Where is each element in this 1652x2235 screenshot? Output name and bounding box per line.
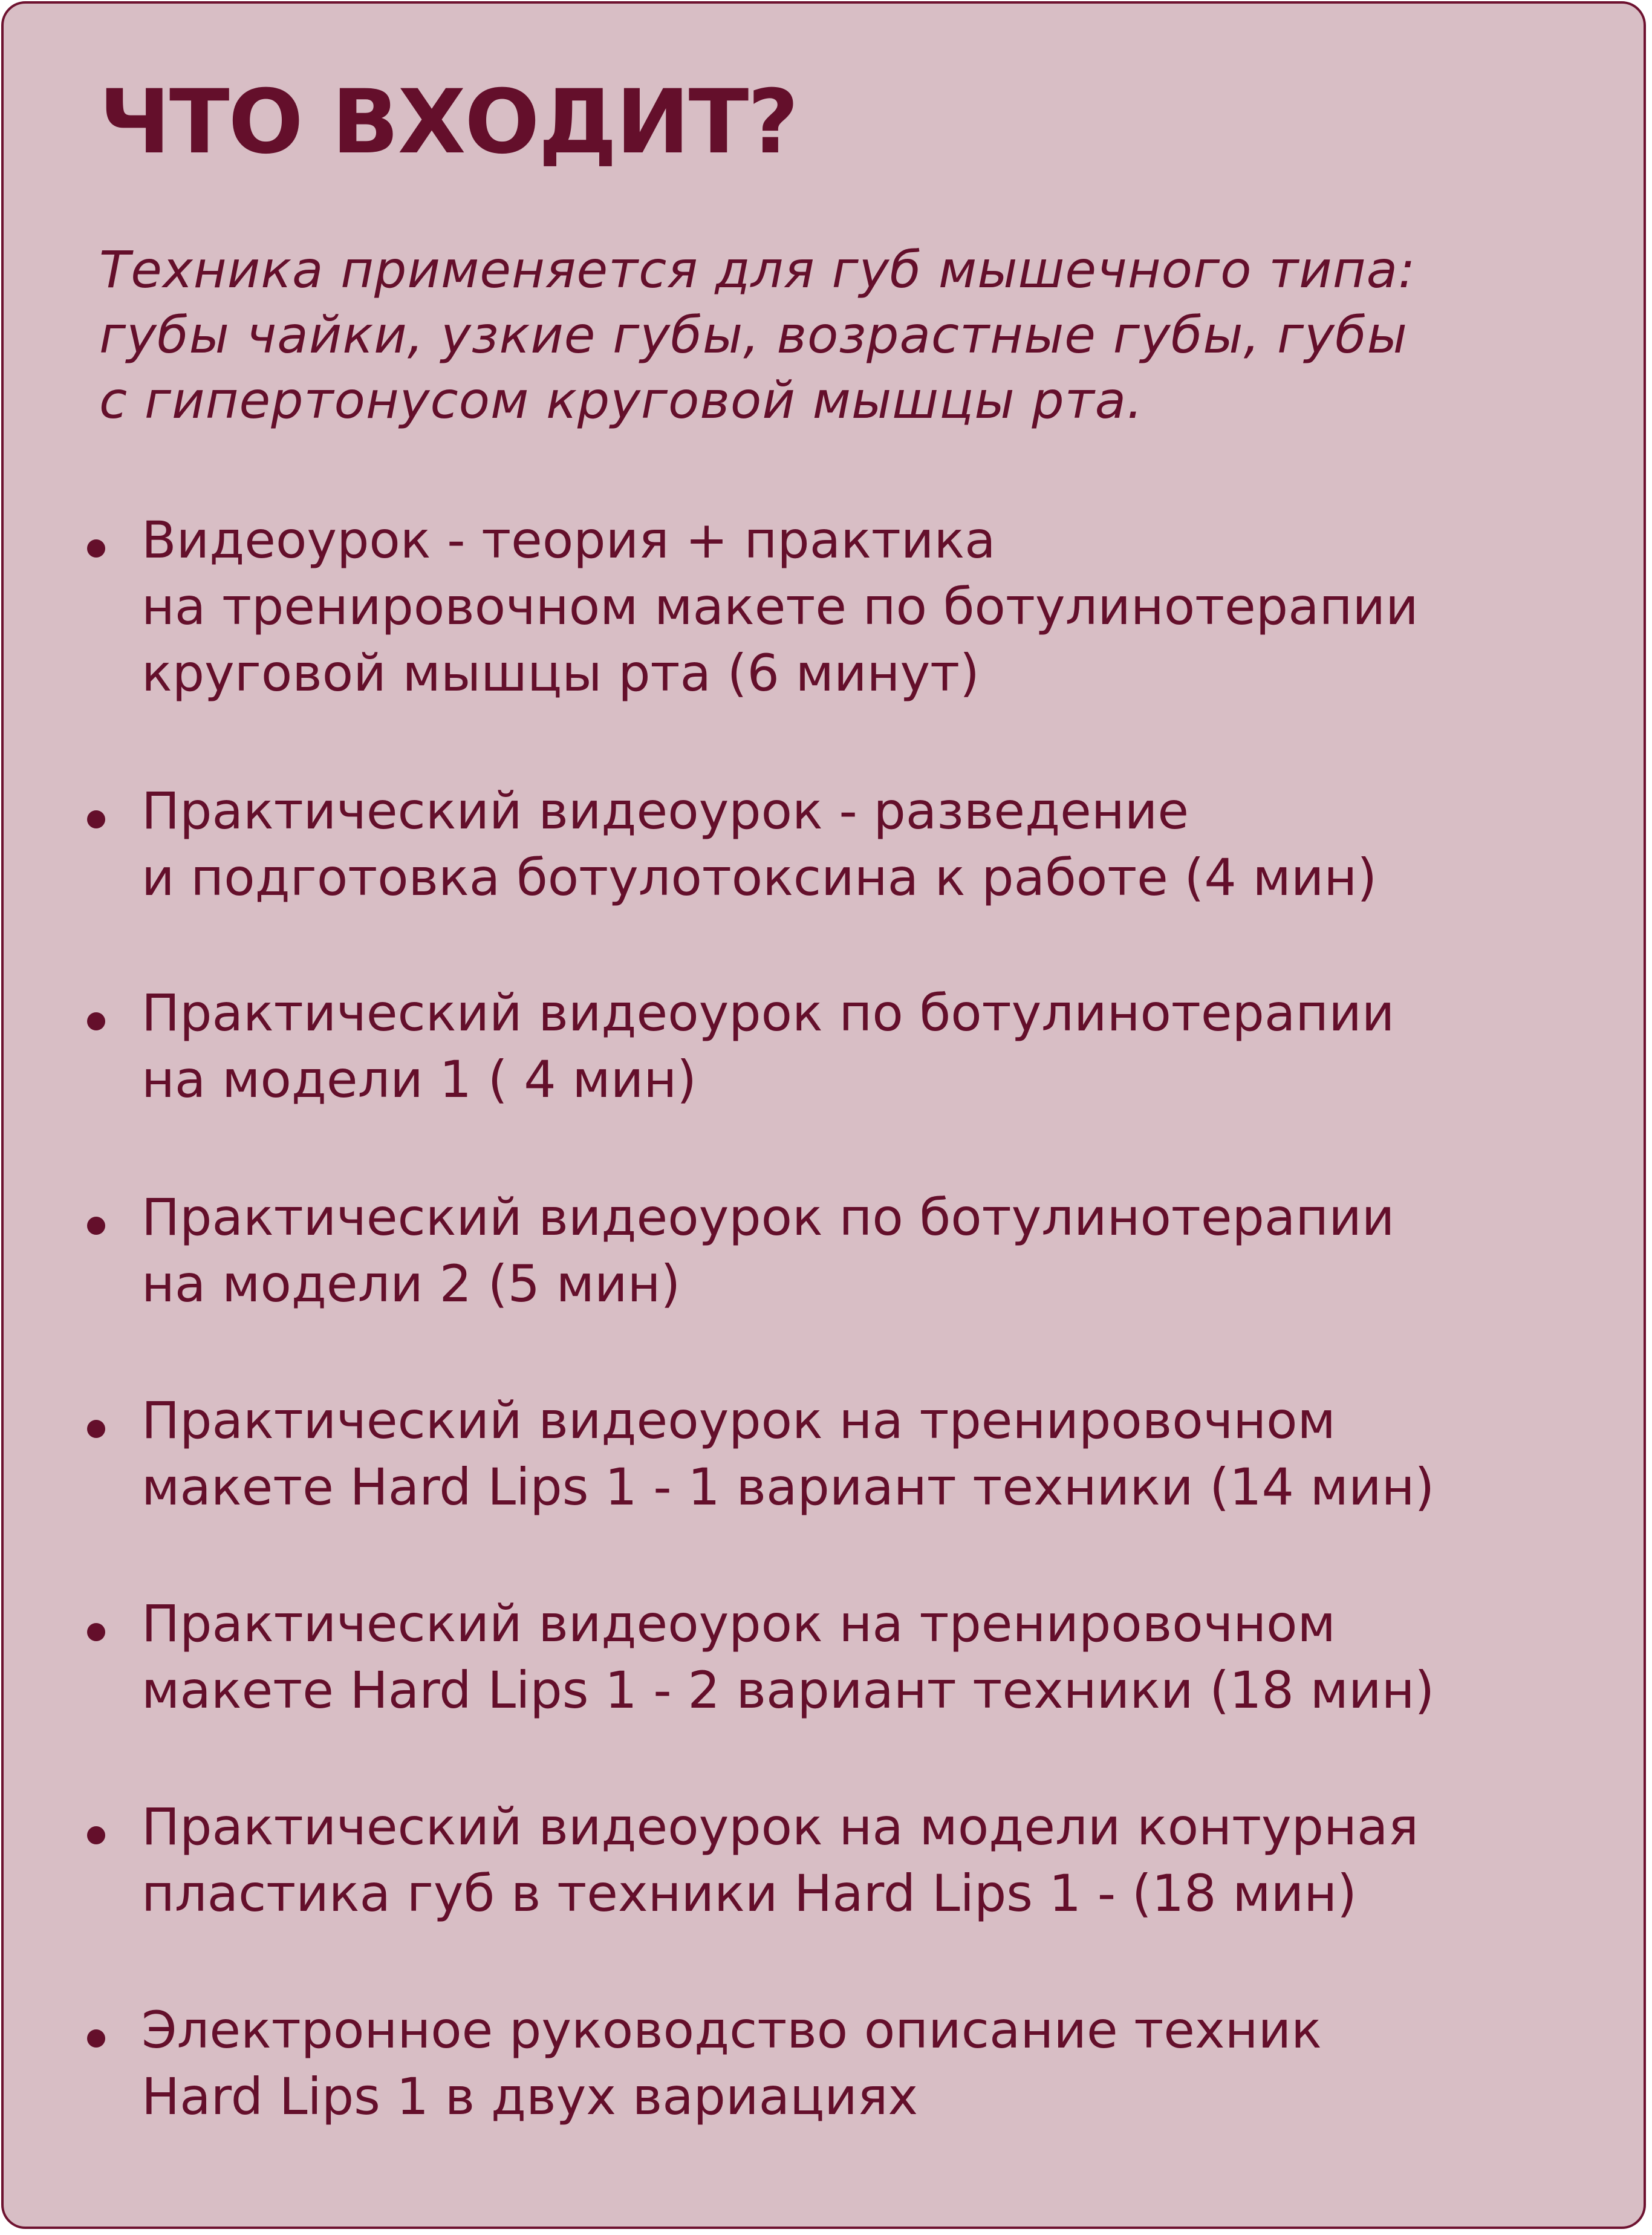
bullet-dot-icon bbox=[87, 1420, 105, 1438]
feature-line: Hard Lips 1 в двух вариациях bbox=[141, 2067, 919, 2126]
bullet-dot-icon bbox=[87, 1217, 105, 1235]
feature-line: макете Hard Lips 1 - 1 вариант техники (14 мин) bbox=[141, 1457, 1435, 1517]
bullet-dot-icon bbox=[87, 2029, 105, 2048]
feature-line: Практический видеоурок на модели контурная bbox=[141, 1797, 1419, 1856]
feature-line: Практический видеоурок по ботулинотерапии bbox=[141, 1188, 1395, 1247]
feature-line: Практический видеоурок по ботулинотерапии bbox=[141, 983, 1395, 1043]
feature-line: на модели 2 (5 мин) bbox=[141, 1254, 681, 1313]
intro-line: с гипертонусом круговой мышцы рта. bbox=[99, 371, 1143, 430]
bullet-dot-icon bbox=[87, 810, 105, 828]
intro-line: губы чайки, узкие губы, возрастные губы, губы bbox=[99, 305, 1408, 365]
feature-line: круговой мышцы рта (6 минут) bbox=[141, 643, 980, 703]
bullet-dot-icon bbox=[87, 539, 105, 558]
feature-line: Видеоурок - теория + практика bbox=[141, 510, 996, 570]
feature-line: Практический видеоурок на тренировочном bbox=[141, 1391, 1336, 1450]
feature-line: Практический видеоурок на тренировочном bbox=[141, 1594, 1336, 1653]
bullet-dot-icon bbox=[87, 1012, 105, 1030]
bullet-dot-icon bbox=[87, 1826, 105, 1844]
feature-line: на тренировочном макете по ботулинотерапии bbox=[141, 577, 1419, 636]
bullet-dot-icon bbox=[87, 1623, 105, 1641]
feature-line: на модели 1 ( 4 мин) bbox=[141, 1050, 697, 1109]
intro-text bbox=[99, 237, 1416, 433]
intro-line: Техника применяется для губ мышечного типа: bbox=[99, 240, 1416, 299]
feature-line: и подготовка ботулотоксина к работе (4 мин) bbox=[141, 848, 1377, 907]
page-title: ЧТО ВХОДИТ? bbox=[99, 71, 798, 174]
content-card bbox=[1, 1, 1646, 2229]
feature-line: Практический видеоурок - разведение bbox=[141, 781, 1189, 841]
feature-line: пластика губ в техники Hard Lips 1 - (18 мин) bbox=[141, 1864, 1357, 1923]
feature-line: макете Hard Lips 1 - 2 вариант техники (18 мин) bbox=[141, 1661, 1435, 1720]
feature-line: Электронное руководство описание техник bbox=[141, 2000, 1322, 2060]
